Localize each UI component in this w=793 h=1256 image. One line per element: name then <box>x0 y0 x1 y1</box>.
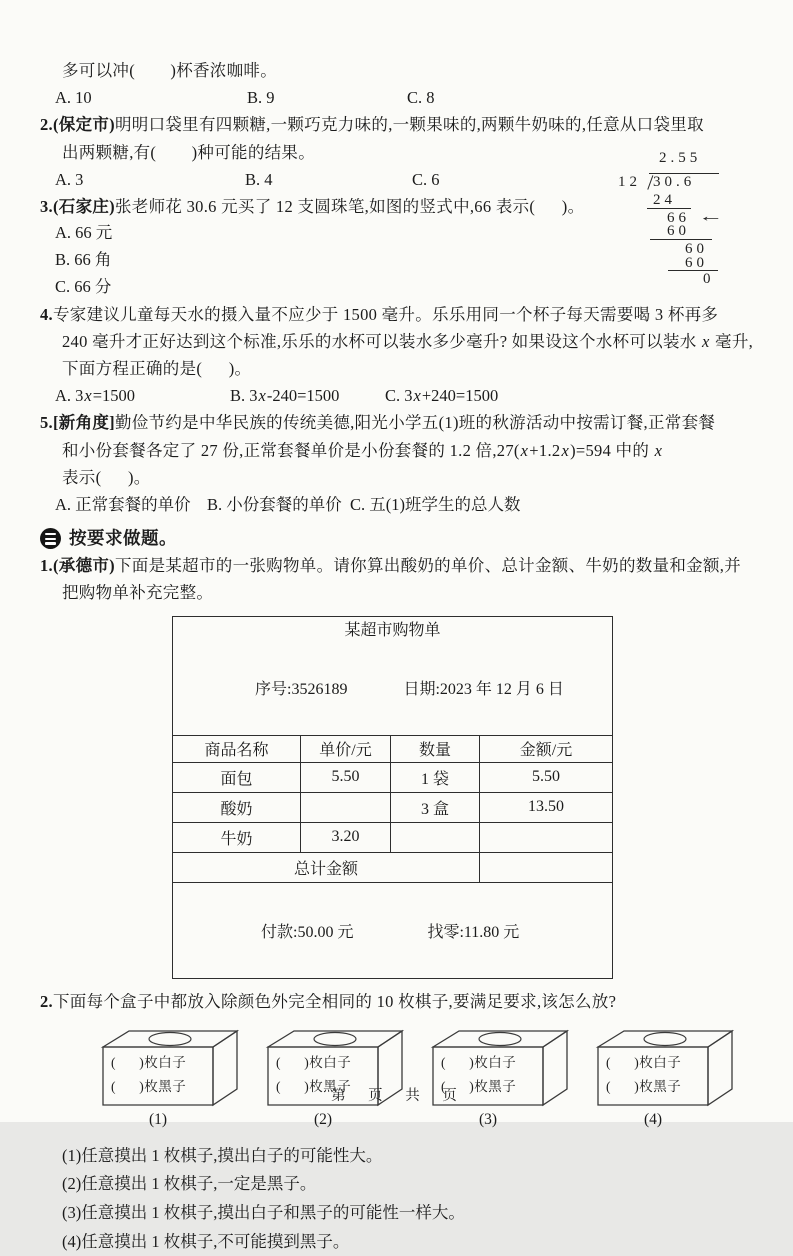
variable-x: x <box>258 386 266 406</box>
option-a <box>55 382 230 409</box>
eq-part: A. 3 <box>55 386 84 406</box>
q1-options-row <box>40 84 753 111</box>
long-division-figure <box>602 146 792 288</box>
option-a: A. 3 <box>55 169 84 189</box>
eq-part: -240=1500 <box>266 386 340 406</box>
eq-part: B. 3 <box>230 386 258 406</box>
table-row <box>173 822 613 852</box>
eq-part: =1500 <box>92 386 136 406</box>
variable-x: x <box>520 440 529 460</box>
list-item: (1)任意摸出 1 枚棋子,摸出白子的可能性大。 <box>62 1145 383 1165</box>
s3q1-line2: 把购物单补充完整。 <box>62 583 214 603</box>
q2-line2: 出两颗糖,有( )种可能的结果。 <box>62 142 316 162</box>
variable-x: x <box>701 331 710 351</box>
cell-quantity-blank <box>391 822 480 852</box>
table-row <box>173 792 613 822</box>
table-row <box>173 762 613 792</box>
page-footer: 第 页 共 页 <box>331 1088 462 1104</box>
col-header-name: 商品名称 <box>173 735 301 762</box>
cell-item-name: 牛奶 <box>173 822 301 852</box>
eq-part: +240=1500 <box>421 386 499 406</box>
s3q2-stem <box>40 988 753 1015</box>
receipt-payment-row <box>173 882 613 978</box>
option-c: C. 五(1)班学生的总人数 <box>350 495 521 515</box>
cell-unit-price: 3.20 <box>301 822 391 852</box>
q4-line3: 下面方程正确的是( )。 <box>62 359 252 379</box>
chess-box-3 <box>432 1028 568 1129</box>
receipt-change: 找零:11.80 元 <box>427 923 520 941</box>
box-black-line: ( )枚黑子 <box>606 1078 682 1094</box>
q2-number: 2. <box>40 115 53 135</box>
eq-part: C. 3 <box>385 386 413 406</box>
chess-box-4 <box>597 1028 733 1129</box>
box-black-line: ( )枚黑子 <box>111 1078 187 1094</box>
q5-options-row <box>40 491 753 518</box>
list-item: (4)任意摸出 1 枚棋子,不可能摸到黑子。 <box>62 1231 350 1251</box>
q2-source-tag: (保定市) <box>52 115 115 135</box>
box-black-line: ( )枚黑子 <box>441 1078 517 1094</box>
q4-number: 4. <box>40 304 53 324</box>
option-a: A. 66 元 <box>55 223 113 243</box>
receipt-info-row <box>173 640 613 736</box>
division-step: 60 <box>685 241 708 257</box>
box-label: (1) <box>148 1110 168 1128</box>
chess-boxes-row <box>102 1028 753 1129</box>
box-white-line: ( )枚白子 <box>276 1054 352 1070</box>
variable-x: x <box>413 386 421 406</box>
receipt-total-label: 总计金额 <box>173 852 480 882</box>
option-c: C. 8 <box>407 88 435 108</box>
division-divisor: 12 <box>618 174 641 190</box>
receipt-serial: 序号:3526189 <box>255 680 348 698</box>
q5-line3: 表示( )。 <box>62 467 151 487</box>
box-label: (4) <box>643 1110 663 1128</box>
col-header-amount: 金额/元 <box>480 735 613 762</box>
cell-amount: 13.50 <box>480 792 613 822</box>
q5-text: )=594 中的 <box>570 440 654 460</box>
variable-x: x <box>84 386 92 406</box>
q4-line1 <box>40 301 753 328</box>
q3-text: 张老师花 30.6 元买了 12 支圆珠笔,如图的竖式中,66 表示( )。 <box>114 197 585 217</box>
option-c <box>385 382 498 409</box>
q5-number: 5. <box>40 413 53 433</box>
s3q1-line1 <box>40 552 753 579</box>
chess-box-1 <box>102 1028 238 1129</box>
box-white-line: ( )枚白子 <box>606 1054 682 1070</box>
col-header-quantity: 数量 <box>391 735 480 762</box>
list-item: (3)任意摸出 1 枚棋子,摸出白子和黑子的可能性一样大。 <box>62 1203 465 1223</box>
cell-amount: 5.50 <box>480 762 613 792</box>
box-black-line: ( )枚黑子 <box>276 1078 352 1094</box>
s3q1-source-tag: (承德市) <box>52 556 115 576</box>
q4-text: 毫升, <box>710 331 754 351</box>
q5-text: 和小份套餐各定了 27 份,正常套餐单价是小份套餐的 1.2 倍,27( <box>62 440 520 460</box>
q3-number: 3. <box>40 197 53 217</box>
variable-x: x <box>654 440 663 460</box>
division-step: 60 <box>685 255 708 271</box>
cell-unit-price-blank <box>301 792 391 822</box>
division-rule <box>647 208 691 209</box>
shopping-receipt-table <box>172 616 613 979</box>
option-a: A. 10 <box>55 88 92 108</box>
division-rule <box>650 239 712 240</box>
q2-text: 明明口袋里有四颗糖,一颗巧克力味的,一颗果味的,两颗牛奶味的,任意从口袋里取 <box>114 115 704 135</box>
cell-amount-blank <box>480 822 613 852</box>
division-step: 24 <box>653 192 676 208</box>
option-b <box>230 382 385 409</box>
q4-text: 专家建议儿童每天水的摄入量不应少于 1500 毫升。乐乐用同一个杯子每天需要喝 3 杯再多 <box>52 304 719 324</box>
cell-unit-price: 5.50 <box>301 762 391 792</box>
s3q1-text: 下面是某超市的一张购物单。请你算出酸奶的单价、总计金额、牛奶的数量和金额,并 <box>114 556 742 576</box>
list-item: (2)任意摸出 1 枚棋子,一定是黑子。 <box>62 1174 317 1194</box>
s3q1-number: 1. <box>40 556 53 576</box>
col-header-unit-price: 单价/元 <box>301 735 391 762</box>
q5-angle-tag: [新角度] <box>52 413 115 433</box>
division-dividend: 30.6 <box>649 173 719 191</box>
q4-options-row <box>40 382 753 409</box>
receipt-date: 日期:2023 年 12 月 6 日 <box>403 680 564 698</box>
s3q2-number: 2. <box>40 991 53 1011</box>
arrow-left-icon: ← <box>698 209 724 225</box>
s3q2-subitems <box>40 1142 753 1256</box>
q5-line1 <box>40 409 753 436</box>
receipt-payment: 付款:50.00 元 <box>261 923 354 941</box>
box-label: (2) <box>313 1110 333 1128</box>
receipt-title: 某超市购物单 <box>173 616 613 640</box>
cell-quantity: 1 袋 <box>391 762 480 792</box>
q5-text: 勤俭节约是中华民族的传统美德,阳光小学五(1)班的秋游活动中按需订餐,正常套餐 <box>114 413 716 433</box>
option-b: B. 66 角 <box>55 250 112 270</box>
s3q2-text: 下面每个盒子中都放入除颜色外完全相同的 10 枚棋子,要满足要求,该怎么放? <box>52 991 617 1011</box>
division-remainder: 0 <box>703 271 715 287</box>
q2-line1 <box>40 111 753 138</box>
section-title: 按要求做题。 <box>69 528 177 549</box>
q5-text: +1.2 <box>529 440 561 460</box>
section-three-icon <box>40 528 61 549</box>
q5-line2 <box>40 437 753 464</box>
box-white-line: ( )枚白子 <box>441 1054 517 1070</box>
division-step-66: 66 <box>667 210 690 226</box>
box-label: (3) <box>478 1110 498 1128</box>
option-a: A. 正常套餐的单价 <box>55 495 191 515</box>
cell-item-name: 面包 <box>173 762 301 792</box>
option-b: B. 4 <box>245 169 273 189</box>
box-white-line: ( )枚白子 <box>111 1054 187 1070</box>
option-b: B. 小份套餐的单价 <box>207 495 342 515</box>
receipt-total-blank <box>480 852 613 882</box>
q4-text: 240 毫升才正好达到这个标准,乐乐的水杯可以装水多少毫升? 如果设这个水杯可以装水 <box>62 331 701 351</box>
q3-source-tag: (石家庄) <box>52 197 115 217</box>
cell-item-name: 酸奶 <box>173 792 301 822</box>
section-header <box>40 525 753 552</box>
cell-quantity: 3 盒 <box>391 792 480 822</box>
q1-continuation-line: 多可以冲( )杯香浓咖啡。 <box>62 61 277 80</box>
variable-x: x <box>561 440 570 460</box>
option-c: C. 66 分 <box>55 276 112 296</box>
option-c: C. 6 <box>412 169 440 189</box>
division-quotient: 2.55 <box>659 150 702 166</box>
division-step: 60 <box>667 223 690 239</box>
chess-box-2 <box>267 1028 403 1129</box>
option-b: B. 9 <box>247 88 275 108</box>
q4-line2 <box>40 328 753 355</box>
